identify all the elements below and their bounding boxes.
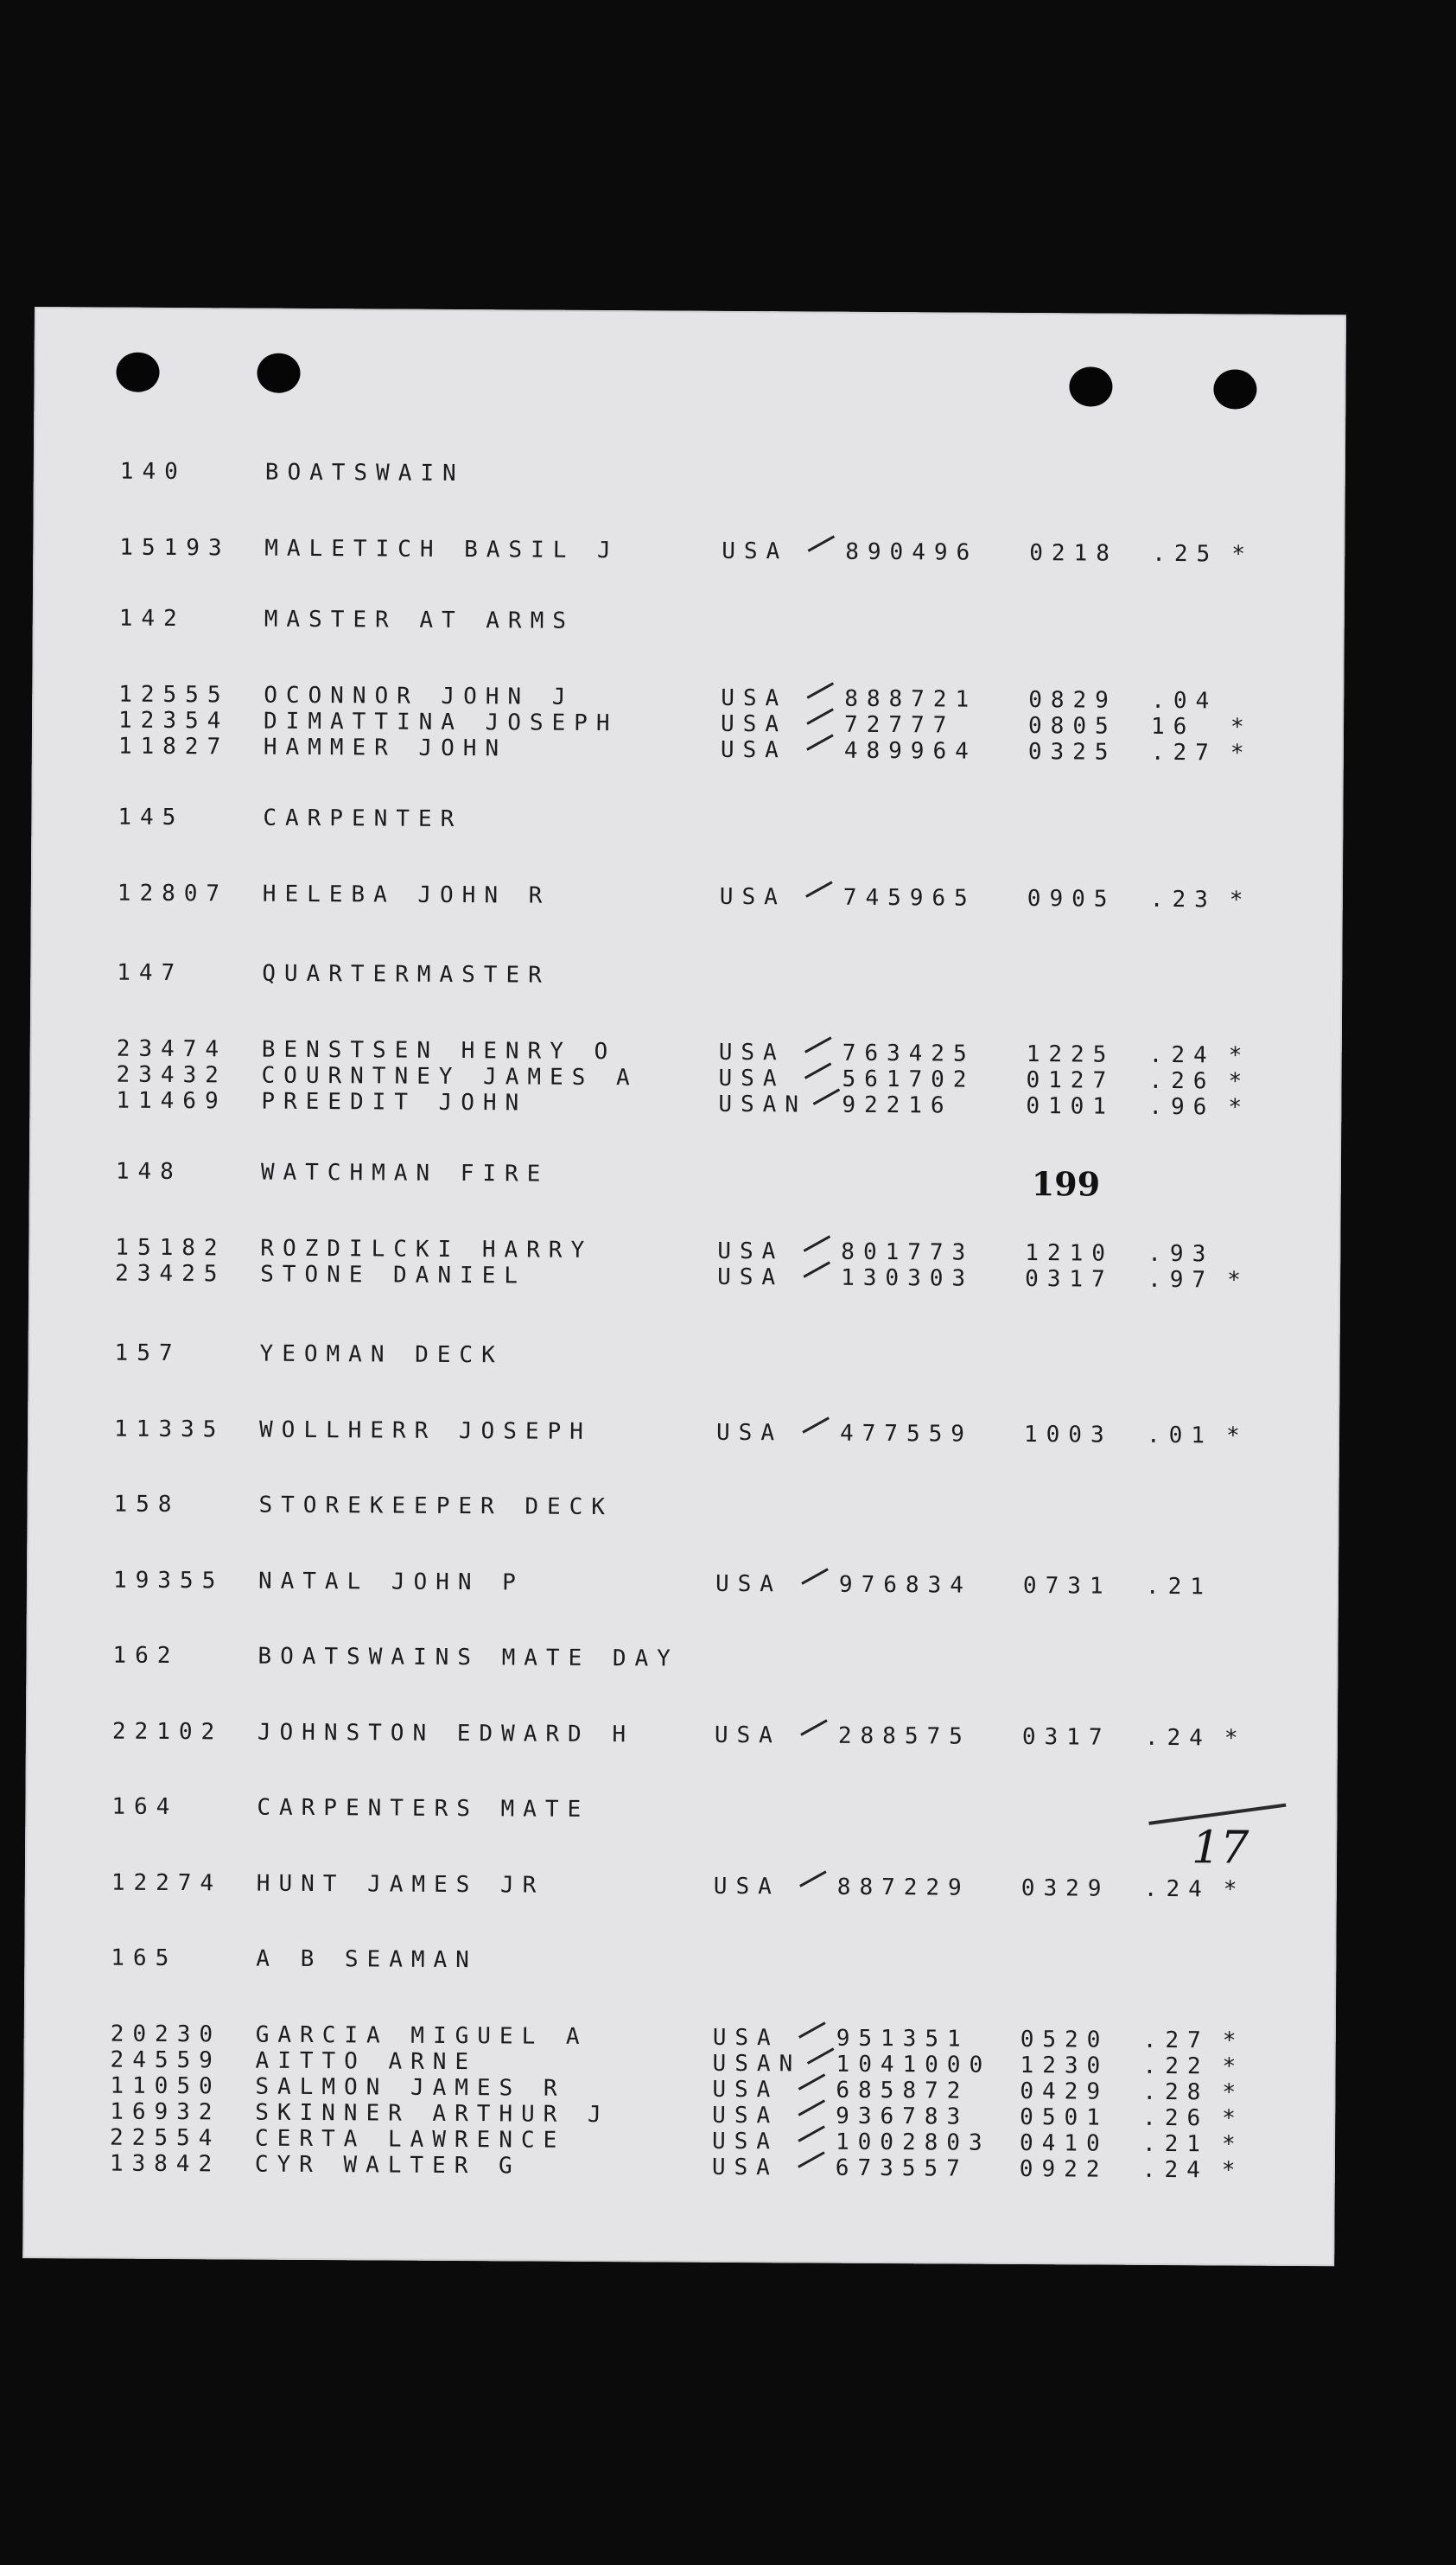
crew-name: JOHNSTON EDWARD H: [257, 1719, 635, 1748]
section-code: 145: [118, 804, 185, 831]
check-mark-icon: [797, 2072, 826, 2092]
crew-id: 11335: [113, 1416, 226, 1443]
rating-value: .24: [1143, 1875, 1211, 1903]
nationality: USA: [712, 2076, 779, 2104]
z-number: 887229: [836, 1874, 970, 1901]
z-number: 477559: [839, 1420, 974, 1448]
rating-value: .21: [1145, 1573, 1213, 1601]
date-code: 0829: [1028, 687, 1117, 714]
rating-value: .01: [1146, 1422, 1214, 1449]
crew-id: 11469: [116, 1087, 227, 1115]
crew-id: 13842: [109, 2150, 221, 2178]
z-number: 888721: [844, 685, 978, 713]
nationality: USA: [718, 1039, 785, 1066]
check-mark-icon: [805, 732, 835, 753]
crew-name: CYR WALTER G: [254, 2151, 521, 2180]
rating-value: .24: [1148, 1041, 1216, 1069]
crew-name: ROZDILCKI HARRY: [260, 1235, 594, 1263]
crew-id: 12555: [118, 681, 230, 709]
crew-id: 23474: [116, 1035, 228, 1063]
z-number: 685872: [836, 2077, 970, 2104]
z-number: 92216: [842, 1092, 953, 1119]
date-code: 1225: [1026, 1041, 1116, 1068]
nationality: USA: [712, 2024, 779, 2052]
nationality: USA: [721, 684, 788, 712]
nationality: USA: [715, 1570, 783, 1598]
z-number: 130303: [841, 1264, 975, 1292]
rating-value: .27: [1150, 739, 1218, 767]
check-mark-icon: [804, 1034, 833, 1055]
crew-name: DIMATTINA JOSEPH: [263, 708, 619, 737]
check-mark-icon: [797, 2123, 826, 2144]
check-mark-icon: [797, 2097, 826, 2118]
crew-name: BENSTSEN HENRY O: [261, 1036, 617, 1066]
check-mark-icon: [805, 680, 835, 701]
star-mark: *: [1228, 1042, 1251, 1069]
date-code: 0127: [1026, 1067, 1116, 1094]
crew-id: 23425: [115, 1260, 226, 1288]
handwritten-page-number: 17: [1191, 1822, 1249, 1874]
nationality: USA: [711, 2154, 779, 2181]
section-title: CARPENTERS MATE: [257, 1794, 590, 1823]
section-code: 162: [112, 1642, 180, 1670]
section-code: 158: [113, 1491, 181, 1518]
nationality: USA: [720, 710, 788, 738]
section-title: A B SEAMAN: [256, 1945, 478, 1974]
date-code: 0317: [1025, 1266, 1114, 1293]
date-code: 0218: [1029, 540, 1118, 567]
check-mark-icon: [801, 1415, 830, 1435]
check-mark-icon: [797, 2149, 826, 2170]
section-code: 164: [111, 1793, 179, 1821]
rating-value: .27: [1142, 2027, 1210, 2054]
rating-value: .24: [1144, 1724, 1211, 1752]
z-number: 72777: [843, 711, 956, 739]
z-number: 890496: [845, 538, 979, 566]
date-code: 0501: [1020, 2104, 1109, 2131]
z-number: 951351: [836, 2025, 970, 2053]
star-mark: *: [1222, 2053, 1245, 2080]
section-title: BOATSWAINS MATE DAY: [258, 1643, 679, 1672]
document-page: [22, 307, 1346, 2266]
star-mark: *: [1230, 740, 1253, 767]
rating-value: .28: [1142, 2078, 1210, 2106]
star-mark: *: [1230, 714, 1253, 741]
crew-name: PREEDIT JOHN: [261, 1088, 528, 1117]
date-code: 0905: [1027, 886, 1116, 913]
crew-name: MALETICH BASIL J: [264, 535, 620, 564]
nationality: USA: [717, 1238, 785, 1265]
check-mark-icon: [798, 2020, 827, 2040]
date-code: 1210: [1025, 1240, 1115, 1267]
crew-id: 12354: [118, 707, 230, 735]
nationality: USA: [719, 883, 786, 911]
nationality: USA: [713, 1873, 780, 1900]
star-mark: *: [1228, 1068, 1251, 1095]
check-mark-icon: [798, 1868, 828, 1889]
crew-id: 12807: [117, 880, 229, 907]
rating-value: .26: [1148, 1067, 1216, 1095]
section-code: 148: [115, 1158, 182, 1186]
nationality: USA: [722, 538, 789, 565]
nationality: USA: [718, 1065, 785, 1092]
star-mark: *: [1231, 541, 1255, 568]
star-mark: *: [1225, 1423, 1249, 1449]
crew-list: [22, 307, 1346, 2266]
crew-id: 16932: [110, 2098, 221, 2126]
crew-name: SKINNER ARTHUR J: [255, 2099, 610, 2129]
nationality: USA: [715, 1419, 784, 1447]
z-number: 1041000: [836, 2051, 992, 2078]
date-code: 0922: [1019, 2156, 1109, 2183]
z-number: 745965: [842, 884, 976, 912]
check-mark-icon: [806, 533, 836, 554]
section-title: BOATSWAIN: [264, 459, 465, 487]
rating-value: .97: [1148, 1266, 1215, 1294]
section-title: MASTER AT ARMS: [264, 606, 575, 634]
rating-value: .24: [1141, 2156, 1209, 2184]
date-code: 0329: [1020, 1875, 1110, 1902]
check-mark-icon: [804, 879, 834, 900]
z-number: 976834: [838, 1571, 972, 1599]
rating-value: .25: [1152, 540, 1219, 568]
date-code: 0325: [1027, 739, 1117, 766]
rating-value: 16: [1150, 713, 1196, 741]
crew-name: WOLLHERR JOSEPH: [258, 1416, 592, 1445]
nationality: USA: [717, 1263, 785, 1291]
crew-name: COURNTNEY JAMES A: [261, 1062, 639, 1092]
nationality: USA: [720, 736, 787, 764]
rating-value: .96: [1148, 1093, 1216, 1121]
date-code: 1230: [1020, 2053, 1109, 2079]
crew-id: 22554: [109, 2124, 221, 2152]
star-mark: *: [1223, 1876, 1246, 1903]
date-code: 1003: [1023, 1422, 1113, 1448]
star-mark: *: [1221, 2131, 1244, 2158]
section-title: QUARTERMASTER: [262, 960, 550, 989]
date-code: 0805: [1027, 713, 1117, 740]
rating-value: .26: [1142, 2104, 1210, 2132]
crew-name: HELEBA JOHN R: [262, 881, 551, 909]
crew-id: 11827: [118, 733, 230, 761]
star-mark: *: [1222, 2027, 1245, 2054]
star-mark: *: [1228, 1094, 1251, 1121]
crew-id: 15182: [115, 1234, 226, 1262]
date-code: 0101: [1026, 1093, 1116, 1120]
date-code: 0317: [1021, 1724, 1111, 1751]
date-code: 0520: [1020, 2027, 1109, 2053]
rating-value: .04: [1151, 687, 1218, 715]
crew-id: 12274: [111, 1869, 223, 1897]
star-mark: *: [1222, 2079, 1245, 2106]
check-mark-icon: [811, 1087, 841, 1108]
rating-value: .93: [1148, 1240, 1215, 1268]
section-title: WATCHMAN FIRE: [260, 1159, 550, 1187]
crew-id: 23432: [116, 1061, 227, 1089]
check-mark-icon: [804, 1060, 833, 1081]
nationality: USAN: [712, 2050, 802, 2078]
rating-value: .21: [1141, 2130, 1210, 2158]
section-code: 140: [119, 458, 187, 486]
check-mark-icon: [799, 1717, 829, 1738]
crew-name: CERTA LAWRENCE: [254, 2125, 566, 2154]
z-number: 1002803: [835, 2129, 991, 2156]
check-mark-icon: [802, 1233, 831, 1254]
section-code: 142: [118, 605, 186, 633]
nationality: USA: [711, 2128, 779, 2155]
z-number: 561702: [842, 1066, 976, 1093]
rating-value: .23: [1149, 886, 1217, 913]
z-number: 763425: [842, 1040, 976, 1067]
z-number: 673557: [835, 2154, 969, 2182]
section-title: CARPENTER: [263, 805, 463, 833]
date-code: 0429: [1020, 2078, 1109, 2105]
section-title: STOREKEEPER DECK: [258, 1492, 614, 1521]
section-code: 157: [114, 1340, 181, 1367]
crew-id: 19355: [112, 1567, 225, 1594]
date-code: 0731: [1022, 1573, 1112, 1600]
crew-id: 15193: [119, 534, 231, 562]
section-code: 165: [111, 1944, 178, 1972]
crew-name: GARCIA MIGUEL A: [255, 2021, 588, 2050]
nationality: USA: [714, 1722, 781, 1749]
section-code: 147: [117, 959, 184, 987]
crew-id: 22102: [111, 1718, 224, 1746]
z-number: 288575: [837, 1722, 971, 1750]
z-number: 801773: [841, 1238, 975, 1266]
crew-id: 11050: [110, 2072, 221, 2100]
star-mark: *: [1222, 2105, 1244, 2132]
check-mark-icon: [802, 1259, 831, 1280]
crew-id: 20230: [110, 2021, 222, 2048]
check-mark-icon: [806, 2046, 836, 2066]
crew-name: SALMON JAMES R: [255, 2073, 566, 2102]
crew-name: NATAL JOHN P: [258, 1568, 525, 1596]
crew-name: HAMMER JOHN: [263, 734, 508, 762]
crew-name: AITTO ARNE: [255, 2047, 478, 2076]
date-code: 0410: [1019, 2130, 1109, 2157]
crew-id: 24559: [110, 2046, 221, 2074]
crew-name: STONE DANIEL: [260, 1261, 527, 1289]
stamp-number: 199: [1031, 1164, 1101, 1204]
star-mark: *: [1229, 887, 1252, 913]
section-title: YEOMAN DECK: [259, 1340, 504, 1369]
crew-name: HUNT JAMES JR: [256, 1870, 545, 1899]
rating-value: .22: [1142, 2053, 1210, 2080]
z-number: 489964: [843, 737, 977, 765]
star-mark: *: [1227, 1267, 1249, 1294]
z-number: 936783: [836, 2103, 970, 2130]
nationality: USAN: [718, 1091, 808, 1118]
star-mark: *: [1221, 2157, 1244, 2184]
check-mark-icon: [805, 706, 835, 727]
check-mark-icon: [800, 1566, 830, 1587]
star-mark: *: [1224, 1725, 1247, 1752]
nationality: USA: [712, 2102, 779, 2129]
crew-name: OCONNOR JOHN J: [264, 682, 575, 710]
